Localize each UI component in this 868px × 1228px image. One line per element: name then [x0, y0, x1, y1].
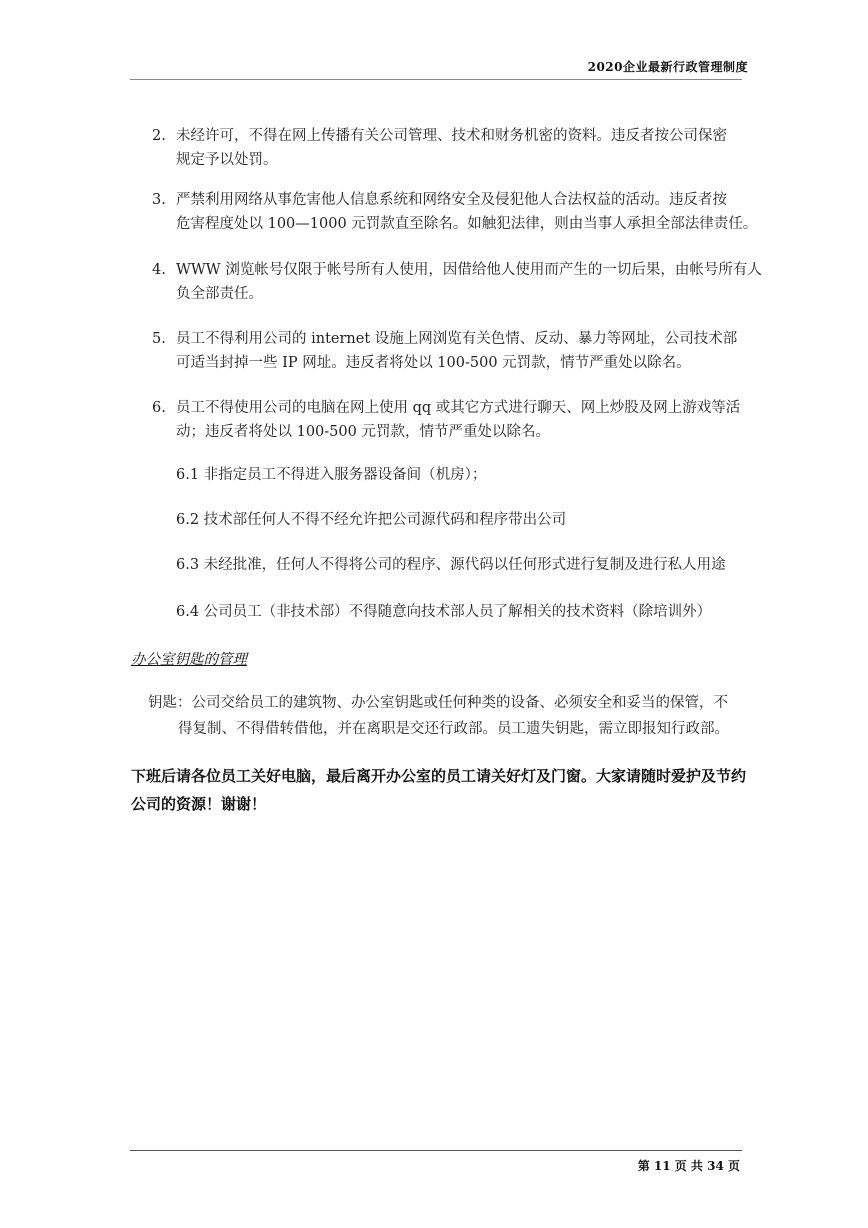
rule-item-continuation: 危害程度处以 100—1000 元罚款直至除名。如触犯法律，则由当事人承担全部法律责任。 [176, 216, 758, 232]
keys-paragraph-continuation: 得复制、不得借转借他，并在离职是交还行政部。员工遗失钥匙，需立即报知行政部。 [178, 721, 729, 737]
sub-item-6-2: 6.2 技术部任何人不得不经允许把公司源代码和程序带出公司 [176, 512, 567, 528]
sub-item-6-3: 6.3 未经批准，任何人不得将公司的程序、源代码以任何形式进行复制及进行私人用途 [176, 557, 726, 573]
rule-item-line [152, 124, 774, 148]
document-header-title: 2020企业最新行政管理制度 [587, 60, 748, 74]
rule-item-3 [152, 188, 774, 236]
closing-note [131, 762, 781, 818]
closing-note-line: 公司的资源！谢谢！ [131, 795, 267, 813]
rule-item-line [152, 327, 774, 351]
rule-item-2 [152, 124, 774, 172]
rule-item-continuation: 负全部责任。 [176, 286, 263, 302]
rule-item-number: 6. [152, 400, 166, 416]
rule-item-text: WWW 浏览帐号仅限于帐号所有人使用，因借给他人使用而产生的一切后果，由帐号所有人 [176, 262, 762, 278]
rule-item-text: 严禁利用网络从事危害他人信息系统和网络安全及侵犯他人合法权益的活动。违反者按 [176, 192, 727, 208]
header-divider [130, 79, 742, 80]
page-number: 第 11 页 共 34 页 [637, 1159, 740, 1173]
rule-item-number: 5. [152, 331, 166, 347]
rule-item-text: 员工不得利用公司的 internet 设施上网浏览有关色情、反动、暴力等网址，公司技术部 [176, 331, 738, 347]
keys-paragraph-line: 钥匙：公司交给员工的建筑物、办公室钥匙或任何种类的设备、必须安全和妥当的保管，不 [148, 695, 728, 711]
rule-item-6 [152, 396, 774, 444]
closing-note-line: 下班后请各位员工关好电脑，最后离开办公室的员工请关好灯及门窗。大家请随时爱护及节约 [131, 767, 747, 785]
rule-item-continuation: 规定予以处罚。 [176, 152, 278, 168]
rule-item-line [152, 188, 774, 212]
sub-item-6-1: 6.1 非指定员工不得进入服务器设备间（机房）； [176, 467, 487, 483]
keys-paragraph [148, 690, 778, 742]
footer-divider [130, 1150, 742, 1151]
rule-item-continuation: 动；违反者将处以 100-500 元罚款，情节严重处以除名。 [176, 424, 550, 440]
rule-item-5 [152, 327, 774, 375]
rule-item-4 [152, 258, 774, 306]
sub-item-6-4: 6.4 公司员工（非技术部）不得随意向技术部人员了解相关的技术资料（除培训外） [176, 604, 712, 620]
rule-item-text: 未经许可，不得在网上传播有关公司管理、技术和财务机密的资料。违反者按公司保密 [176, 128, 727, 144]
rule-item-number: 4. [152, 262, 166, 278]
rule-item-number: 2. [152, 128, 166, 144]
rule-item-continuation: 可适当封掉一些 IP 网址。违反者将处以 100-500 元罚款，情节严重处以除名。 [176, 355, 691, 371]
section-heading-keys: 办公室钥匙的管理 [131, 652, 247, 668]
rule-item-text: 员工不得使用公司的电脑在网上使用 qq 或其它方式进行聊天、网上炒股及网上游戏等活 [176, 400, 741, 416]
rule-item-line [152, 258, 774, 282]
rule-item-line [152, 396, 774, 420]
rule-item-number: 3. [152, 192, 166, 208]
